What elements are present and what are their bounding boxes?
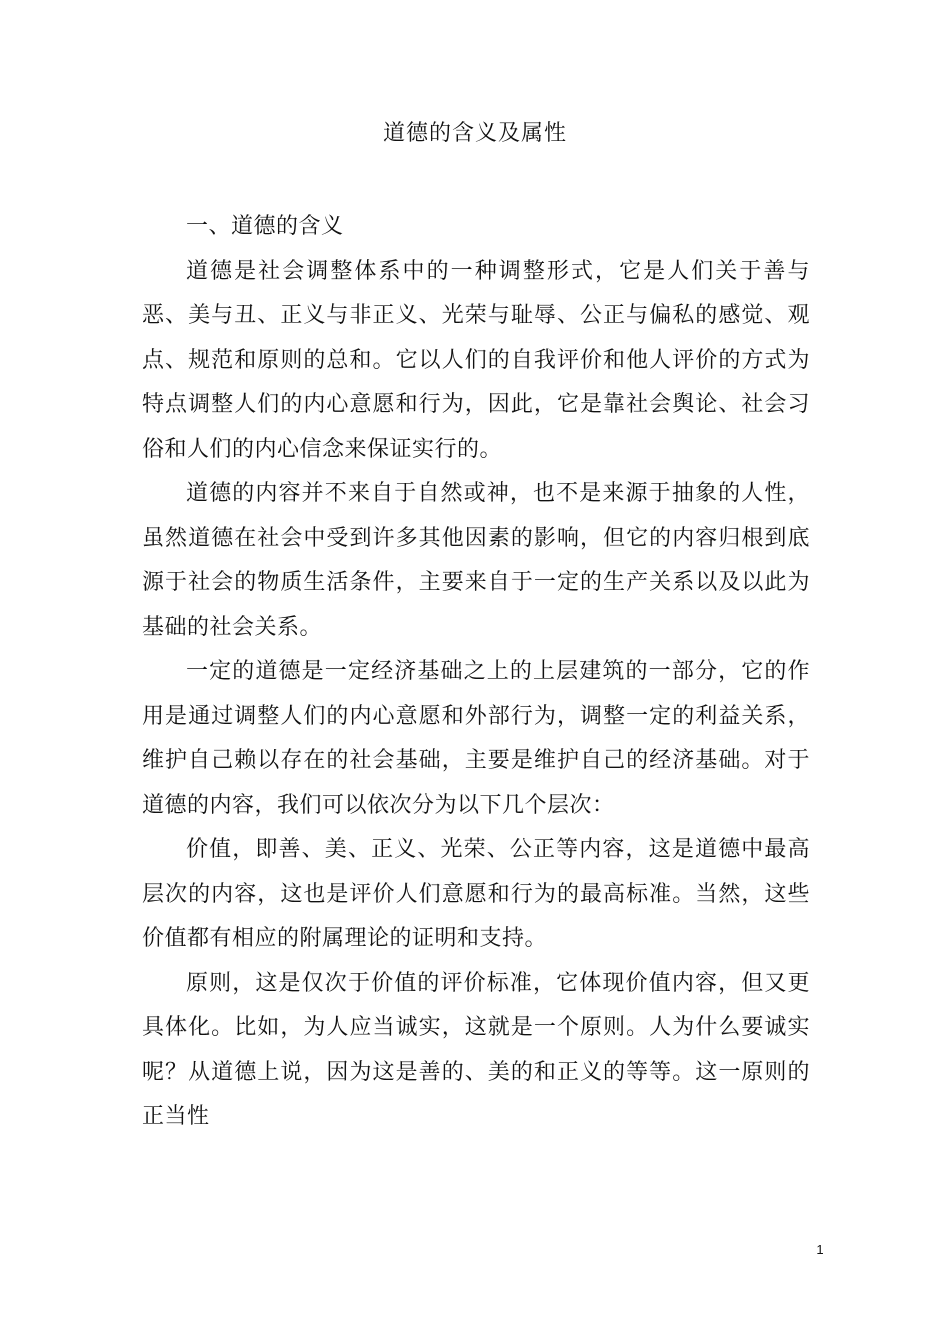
paragraph-4: 价值，即善、美、正义、光荣、公正等内容，这是道德中最高层次的内容，这也是评价人们意愿和行为的最高标准。当然，这些价值都有相应的附属理论的证明和支持。	[142, 837, 810, 951]
paragraph-3: 一定的道德是一定经济基础之上的上层建筑的一部分，它的作用是通过调整人们的内心意愿和外部行为，调整一定的利益关系，维护自己赖以存在的社会基础，主要是维护自己的经济基础。对于道德的内容，我们可以依次分为以下几个层次：	[142, 659, 810, 818]
paragraph-1: 道德是社会调整体系中的一种调整形式，它是人们关于善与恶、美与丑、正义与非正义、光荣与耻辱、公正与偏私的感觉、观点、规范和原则的总和。它以人们的自我评价和他人评价的方式为特点调整人们的内心意愿和行为，因此，它是靠社会舆论、社会习俗和人们的内心信念来保证实行的。	[142, 258, 810, 462]
document-title: 道德的含义及属性	[382, 121, 567, 146]
page-number: 1	[816, 1242, 824, 1257]
paragraph-2: 道德的内容并不来自于自然或神，也不是来源于抽象的人性，虽然道德在社会中受到许多其他因素的影响，但它的内容归根到底源于社会的物质生活条件，主要来自于一定的生产关系以及以此为基础的社会关系。	[142, 481, 810, 640]
paragraph-5: 原则，这是仅次于价值的评价标准，它体现价值内容，但又更具体化。比如，为人应当诚实，这就是一个原则。人为什么要诚实呢？从道德上说，因为这是善的、美的和正义的等等。这一原则的正当性	[142, 970, 810, 1129]
section-heading: 一、道德的含义	[186, 214, 344, 239]
document-body	[142, 205, 810, 1140]
